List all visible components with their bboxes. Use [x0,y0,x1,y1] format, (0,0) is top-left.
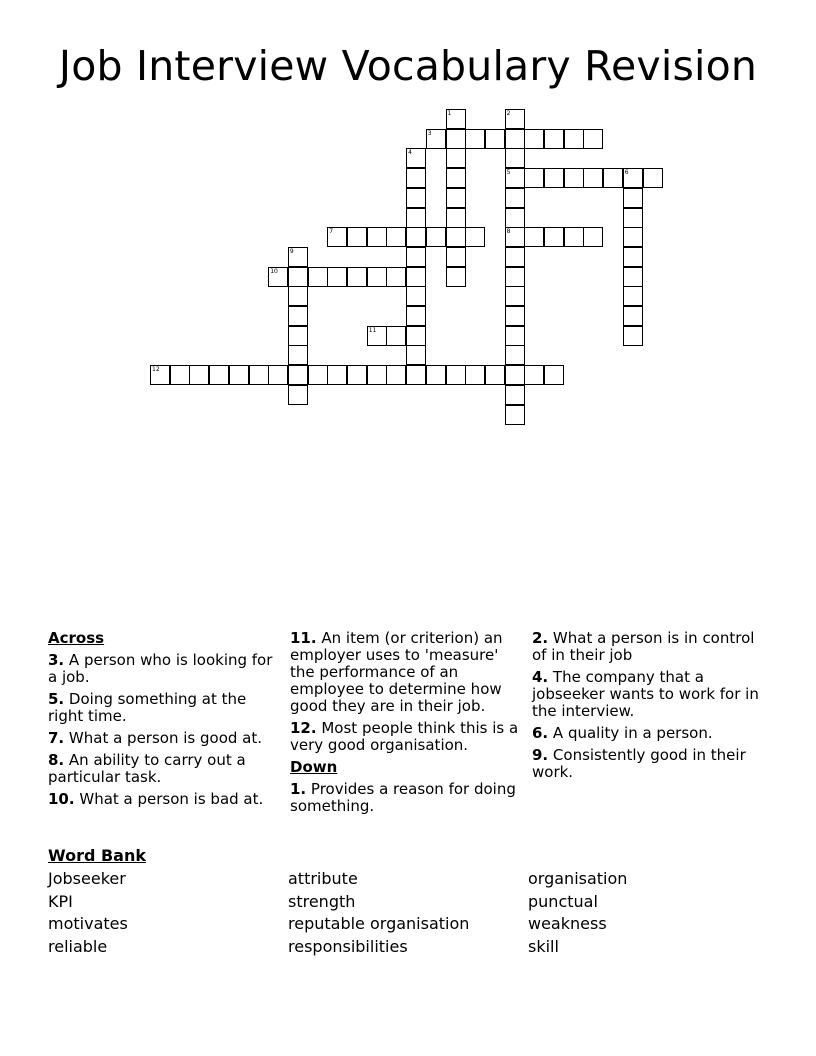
page-title: Job Interview Vocabulary Revision [58,42,758,90]
crossword-cell[interactable] [386,227,406,247]
word-bank-item: reliable [48,937,108,957]
crossword-cell[interactable] [308,365,328,385]
word-bank-item: KPI [48,891,73,911]
crossword-cell[interactable] [544,227,564,247]
crossword-cell[interactable] [505,286,525,306]
crossword-cell[interactable] [465,129,485,149]
crossword-cell[interactable] [524,129,544,149]
crossword-cell[interactable] [386,365,406,385]
clue-number: 10 [270,267,278,275]
crossword-cell[interactable] [623,188,643,208]
crossword-cell[interactable] [505,208,525,228]
crossword-cell[interactable] [505,385,525,405]
word-bank-item: Jobseeker [48,869,126,888]
crossword-cell[interactable] [327,227,347,247]
crossword-cell[interactable] [623,247,643,267]
crossword-cell[interactable] [524,227,544,247]
clue-number: 1 [447,110,452,117]
word-bank-heading: Word Bank [48,846,147,865]
crossword-cell[interactable] [524,365,544,385]
word-bank-item: organisation [528,869,628,888]
crossword-cell[interactable] [485,129,505,149]
crossword-cell[interactable] [544,168,564,188]
clues-column-2 [290,630,520,820]
crossword-cell[interactable] [544,365,564,385]
crossword-cell[interactable] [623,168,643,188]
word-bank-item: strength [288,891,356,911]
crossword-cell[interactable] [603,168,623,188]
crossword-cell[interactable] [249,365,269,385]
crossword-cell[interactable] [505,188,525,208]
word-bank-column-2 [288,868,469,959]
crossword-cell[interactable] [406,247,426,267]
clue-across-5: 5. Doing something at the right time. [48,690,247,725]
crossword-cell[interactable] [446,267,466,287]
crossword-cell[interactable] [446,188,466,208]
crossword-cell[interactable] [367,227,387,247]
crossword-cell[interactable] [446,365,466,385]
crossword-cell[interactable] [406,345,426,365]
crossword-cell[interactable] [170,365,190,385]
clue-number: 12 [152,366,160,374]
crossword-cell[interactable] [505,326,525,346]
crossword-cell[interactable] [446,168,466,188]
clue-down-2: 2. What a person is in control of in their job [532,629,755,664]
crossword-cell[interactable] [426,129,446,149]
crossword-cell[interactable] [406,168,426,188]
crossword-cell[interactable] [288,326,308,346]
crossword-cell[interactable] [446,208,466,228]
word-bank-item: skill [528,937,559,957]
crossword-cell[interactable] [505,109,525,129]
word-bank-item: attribute [288,869,358,888]
crossword-cell[interactable] [367,267,387,287]
crossword-cell[interactable] [150,365,170,385]
crossword-cell[interactable] [505,267,525,287]
word-bank-column-3 [528,868,627,959]
crossword-cell[interactable] [446,247,466,267]
crossword-cell[interactable] [505,168,525,188]
clue-down-6: 6. A quality in a person. [532,724,713,742]
crossword-cell[interactable] [446,148,466,168]
clue-across-11: 11. An item (or criterion) an employer uses to 'measure' the performance of an employee to determine how good they are in their job. [290,629,503,715]
crossword-cell[interactable] [288,247,308,267]
crossword-cell[interactable] [406,267,426,287]
crossword-cell[interactable] [406,148,426,168]
crossword-cell[interactable] [386,326,406,346]
crossword-cell[interactable] [268,267,288,287]
clue-down-4: 4. The company that a jobseeker wants to work for in the interview. [532,668,759,720]
crossword-cell[interactable] [406,326,426,346]
crossword-cell[interactable] [446,129,466,149]
across-clues-column-1 [48,630,278,813]
crossword-cell[interactable] [505,227,525,247]
crossword-cell[interactable] [347,365,367,385]
crossword-cell[interactable] [288,345,308,365]
crossword-cell[interactable] [426,365,446,385]
crossword-cell[interactable] [327,365,347,385]
crossword-cell[interactable] [623,267,643,287]
clue-number: 2 [506,110,511,117]
down-clues-column-3 [532,630,762,786]
crossword-cell[interactable] [564,129,584,149]
crossword-cell[interactable] [583,227,603,247]
crossword-cell[interactable] [288,306,308,326]
crossword-cell[interactable] [505,247,525,267]
clue-number: 4 [408,149,412,157]
crossword-cell[interactable] [386,267,406,287]
crossword-cell[interactable] [446,109,466,129]
crossword-cell[interactable] [544,129,564,149]
crossword-cell[interactable] [583,168,603,188]
word-bank-item: weakness [528,914,607,934]
crossword-cell[interactable] [406,188,426,208]
clue-number: 6 [624,169,629,177]
crossword-cell[interactable] [446,227,466,247]
clue-number: 9 [289,247,294,255]
crossword-cell[interactable] [505,365,525,385]
crossword-cell[interactable] [406,306,426,326]
crossword-cell[interactable] [406,365,426,385]
crossword-cell[interactable] [406,208,426,228]
across-heading: Across [48,629,105,647]
crossword-cell[interactable] [288,385,308,405]
crossword-cell[interactable] [505,129,525,149]
clue-across-7: 7. What a person is good at. [48,729,263,747]
clue-number: 5 [506,169,511,177]
clue-down-1: 1. Provides a reason for doing something. [290,780,516,815]
clue-across-8: 8. An ability to carry out a particular task. [48,751,246,786]
crossword-cell[interactable] [505,345,525,365]
clue-across-10: 10. What a person is bad at. [48,790,264,808]
crossword-cell[interactable] [505,148,525,168]
crossword-cell[interactable] [505,306,525,326]
word-bank-item: motivates [48,914,128,934]
crossword-cell[interactable] [505,405,525,425]
crossword-cell[interactable] [623,286,643,306]
crossword-cell[interactable] [583,129,603,149]
crossword-cell[interactable] [347,267,367,287]
crossword-cell[interactable] [347,227,367,247]
down-heading: Down [290,758,338,776]
crossword-cell[interactable] [524,168,544,188]
crossword-cell[interactable] [367,326,387,346]
crossword-cell[interactable] [268,365,288,385]
crossword-cell[interactable] [623,306,643,326]
crossword-cell[interactable] [643,168,663,188]
crossword-cell[interactable] [189,365,209,385]
crossword-cell[interactable] [485,365,505,385]
crossword-cell[interactable] [623,227,643,247]
crossword-cell[interactable] [564,227,584,247]
crossword-cell[interactable] [406,286,426,306]
clue-down-9: 9. Consistently good in their work. [532,746,746,781]
clue-across-12: 12. Most people think this is a very good organisation. [290,719,519,754]
crossword-cell[interactable] [406,227,426,247]
word-bank-item: reputable organisation [288,914,470,934]
word-bank-item: punctual [528,891,598,911]
word-bank-column-1 [48,868,128,959]
crossword-cell[interactable] [465,227,485,247]
clue-number: 7 [329,228,334,236]
crossword-cell[interactable] [308,267,328,287]
clue-number: 3 [427,129,432,137]
word-bank-item: responsibilities [288,937,408,957]
crossword-cell[interactable] [288,365,308,385]
clue-number: 8 [506,228,511,236]
crossword-cell[interactable] [623,326,643,346]
crossword-cell[interactable] [288,286,308,306]
crossword-cell[interactable] [209,365,229,385]
crossword-cell[interactable] [367,365,387,385]
crossword-cell[interactable] [564,168,584,188]
crossword-cell[interactable] [327,267,347,287]
crossword-cell[interactable] [623,208,643,228]
crossword-cell[interactable] [426,227,446,247]
crossword-cell[interactable] [229,365,249,385]
clue-across-3: 3. A person who is looking for a job. [48,651,273,686]
crossword-grid [0,0,816,440]
clue-number: 11 [368,326,377,334]
crossword-cell[interactable] [465,365,485,385]
crossword-cell[interactable] [288,267,308,287]
